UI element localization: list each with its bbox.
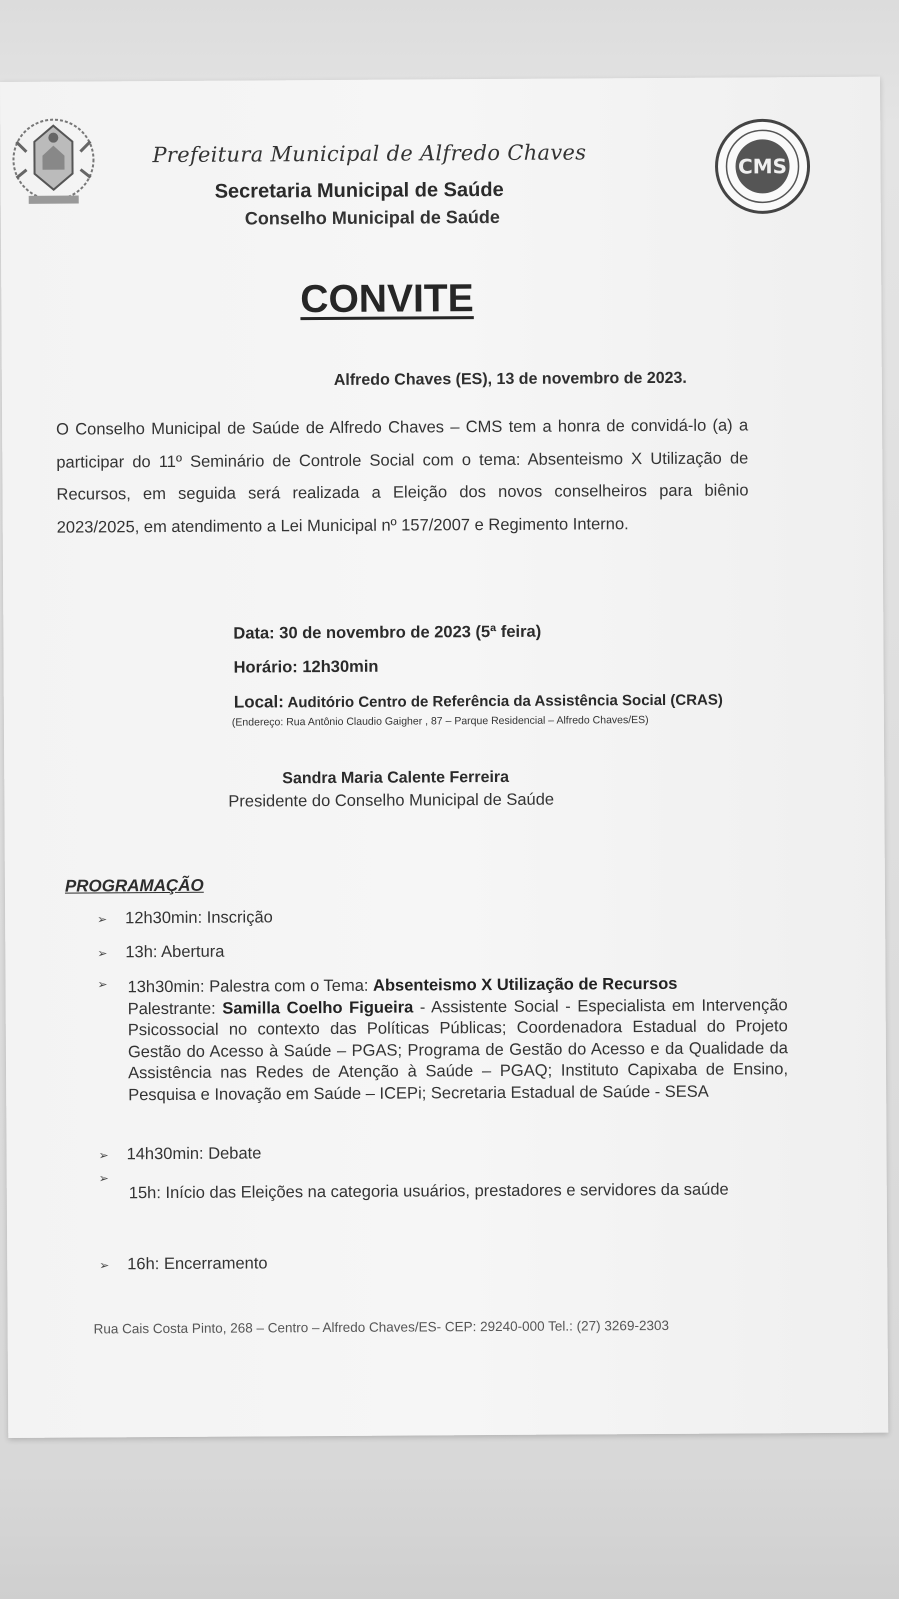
event-time: [234, 658, 379, 678]
list-item-text: 14h30min: Debate: [126, 1144, 262, 1164]
signatory-role: Presidente do Conselho Municipal de Saúde: [228, 790, 555, 811]
list-item-text: 12h30min: Inscrição: [125, 908, 273, 928]
event-address: (Endereço: Rua Antônio Claudio Gaigher , 87 – Parque Residencial – Alfredo Chaves/ES): [231, 714, 649, 729]
list-item: [97, 908, 273, 928]
list-item-text: 15h: Início das Eleições na categoria usuários, prestadores e servidores da saúde: [128, 1180, 729, 1203]
cms-seal-icon: [712, 117, 813, 216]
coat-of-arms-icon: [2, 111, 105, 212]
event-location-value: Auditório Centro de Referência da Assistência Social (CRAS): [287, 691, 723, 712]
conselho-title: Conselho Municipal de Saúde: [244, 206, 500, 229]
event-date-value: 30 de novembro de 2023 (5ª feira): [279, 622, 542, 643]
arrow-bullet-icon: ➢: [97, 946, 108, 961]
event-time-value: 12h30min: [302, 657, 379, 677]
list-item-text: 13h: Abertura: [125, 942, 225, 962]
event-date: [233, 623, 541, 644]
event-time-label: Horário:: [233, 658, 298, 677]
list-item: [98, 1144, 261, 1164]
list-item: [97, 955, 788, 1106]
speaker-details: - Assistente Social - Especialista em Intervenção Psicossocial no contexto das Políticas Públicas; Coordenadora Estadual do Projeto Gestão do Acesso à Saúde – PGAS; Programa de Gestão do Acesso e da Qualidade da Assistência nas Redes de Atenção à Saúde – PGAQ; Instituto Capixaba de Ensino, Pesquisa e Inovação em Saúde – ICEPi; Secretaria Estadual de Saúde - SESA: [127, 995, 789, 1104]
arrow-bullet-icon: ➢: [99, 1258, 110, 1273]
arrow-bullet-icon: ➢: [98, 1148, 109, 1163]
speaker-label: Palestrante:: [127, 999, 223, 1018]
programacao-heading: PROGRAMAÇÃO: [64, 875, 204, 896]
list-item: [99, 1167, 789, 1215]
list-item-text: 16h: Encerramento: [127, 1254, 268, 1274]
list-item: [99, 1254, 267, 1274]
dateline: Alfredo Chaves (ES), 13 de novembro de 2023.: [333, 369, 687, 389]
page-title: CONVITE: [300, 277, 474, 322]
arrow-bullet-icon: ➢: [97, 977, 108, 992]
invitation-sheet: [0, 77, 888, 1438]
speaker-name: Samilla Coelho Figueira: [222, 997, 414, 1018]
secretaria-title: Secretaria Municipal de Saúde: [214, 178, 504, 203]
seal-label: CMS: [737, 154, 788, 179]
footer-address: Rua Cais Costa Pinto, 268 – Centro – Alfredo Chaves/ES- CEP: 29240-000 Tel.: (27) 3269-2303: [93, 1317, 669, 1337]
arrow-bullet-icon: ➢: [98, 1171, 109, 1186]
event-date-label: Data:: [233, 624, 275, 643]
arrow-bullet-icon: ➢: [97, 912, 108, 927]
signatory-name: Sandra Maria Calente Ferreira: [282, 768, 510, 788]
talk-theme: Absenteismo X Utilização de Recursos: [372, 974, 678, 995]
prefeitura-title: Prefeitura Municipal de Alfredo Chaves: [152, 140, 587, 168]
event-location-label: Local:: [233, 692, 284, 712]
list-item-text: 13h30min: Palestra com o Tema:: [127, 976, 374, 997]
invitation-body: O Conselho Municipal de Saúde de Alfredo Chaves – CMS tem a honra de convidá-lo (a) a participar do 11º Seminário de Controle Social com o tema: Absenteismo X Utilização de Recursos, em seguida será realizada a Eleição dos novos conselheiros para biênio 2023/2025, em atendimento a Lei Municipal nº 157/2007 e Regimento Interno.: [56, 416, 749, 537]
talk-description: [127, 973, 788, 1106]
event-location: [234, 690, 723, 713]
